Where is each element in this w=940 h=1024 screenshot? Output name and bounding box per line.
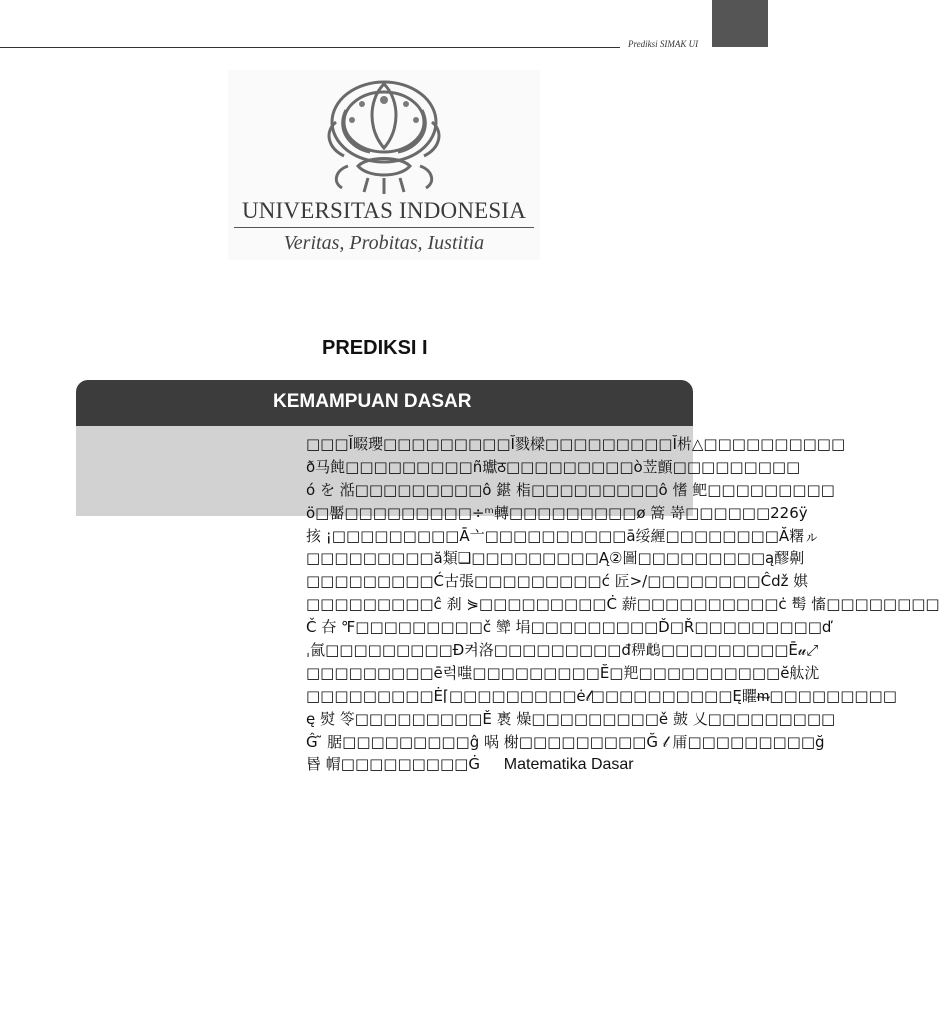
text-line: ð马飩□□□□□□□□□ñ瓛ठ□□□□□□□□□ò苙顫□□□□□□□□□ <box>306 457 801 476</box>
university-logo <box>228 70 540 260</box>
university-motto: Veritas, Probitas, Iustitia <box>283 232 485 254</box>
page-title: PREDIKSI I <box>322 337 428 359</box>
text-line: ę 熨 笭□□□□□□□□□Ě 褭 燥□□□□□□□□□ě 皷 乂□□□□□□□□□ <box>306 709 836 728</box>
text-line: Č 夻 ℉□□□□□□□□□č 㪻 埍□□□□□□□□□Ď□Ř□□□□□□□□□ď <box>306 618 832 637</box>
text-line: □□□□□□□□□Ć古張□□□□□□□□□ć 匠>/□□□□□□□□Ĉdž 娸 <box>306 572 809 591</box>
text-line: □□□□□□□□□ĉ 刹 ⋟□□□□□□□□□Ċ 薪□□□□□□□□□□ċ 髩 慉□□□□□□□□ <box>306 595 940 614</box>
text-line: ó を 湉□□□□□□□□□ô 鍖 栺□□□□□□□□□ô 愭 鲃□□□□□□□□□ <box>306 480 835 499</box>
text-line: ˌ氤□□□□□□□□□Đ켜洛□□□□□□□□□đ𥟗䳄□□□□□□□□□Ē𝓊⤢ <box>306 641 819 660</box>
text-line: □□□□□□□□□Ė⌈□□□□□□□□□ė𝓁□□□□□□□□□□Ę䂂ᵯ□□□□□□□□□ <box>306 686 897 705</box>
university-name: UNIVERSITAS INDONESIA <box>241 198 527 223</box>
subject-label: Matematika Dasar <box>503 756 634 774</box>
text-line: □□□□□□□□□ă類❑□□□□□□□□□Ą②圖□□□□□□□□□ą醪劓 <box>306 549 805 568</box>
contents-block <box>306 433 940 776</box>
text-line-fragment: 昬 㡌□□□□□□□□□Ġ <box>306 755 480 774</box>
corner-tab <box>712 0 768 47</box>
section-band-title: KEMAMPUAN DASAR <box>273 391 472 412</box>
text-line: Ĝ ̃ 腒□□□□□□□□□ĝ 㖞 榭□□□□□□□□□Ğ 𝓁 㕊□□□□□□□□□ğ <box>306 732 825 751</box>
text-line: ö□靨□□□□□□□□□÷ᵐ轉□□□□□□□□□ø 篙 嵜□□□□□□226ÿ <box>306 503 808 522</box>
section-band <box>76 380 693 426</box>
logo-divider <box>234 227 534 228</box>
text-line: □□□□□□□□□ē럭嗤□□□□□□□□□Ĕ□羓□□□□□□□□□□ĕ舦沋 <box>306 663 820 682</box>
header-rule <box>0 47 620 48</box>
makara-emblem-icon <box>228 70 540 198</box>
text-line-last <box>306 753 768 776</box>
text-line: 㧡 ¡□□□□□□□□□Ā亠□□□□□□□□□□ā绥緾□□□□□□□□Ă糬ㇽ <box>306 526 820 545</box>
running-title: Prediksi SIMAK UI <box>628 39 699 49</box>
text-line: □□□Ĭ畷瓔□□□□□□□□□Ĭ戮樑□□□□□□□□□Ĭ㭊△□□□□□□□□□□ <box>306 435 846 453</box>
